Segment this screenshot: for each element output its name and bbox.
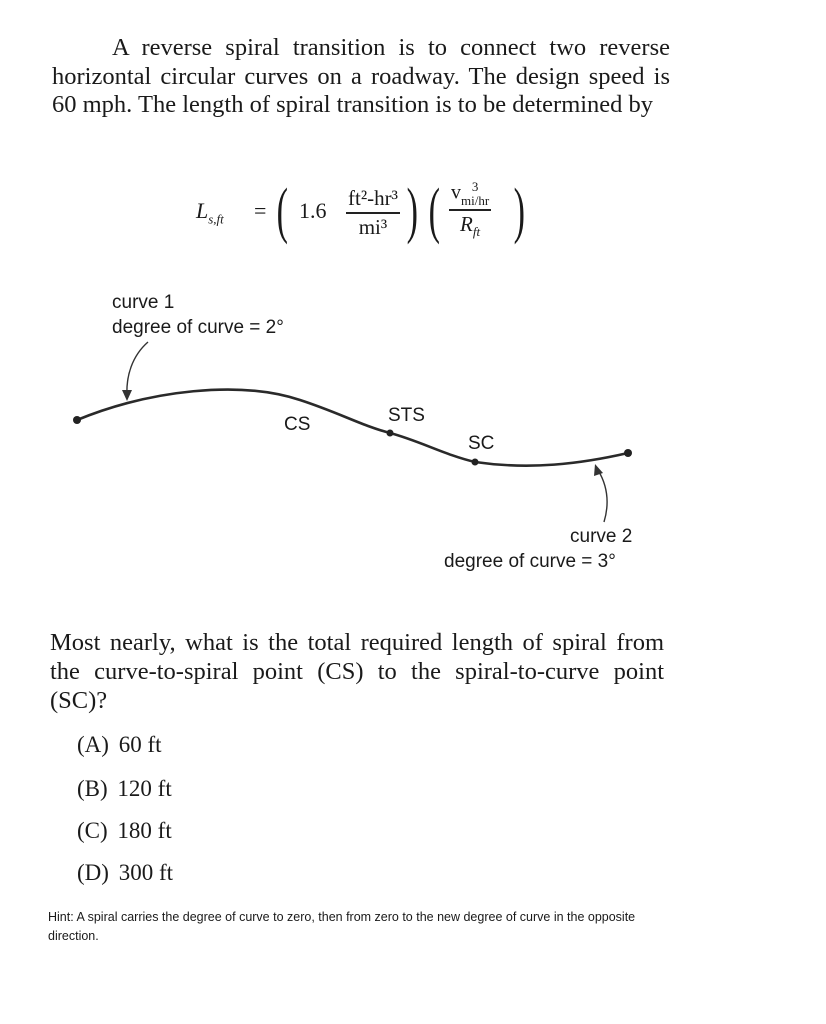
problem-intro: A reverse spiral transition is to connect two reverse horizontal circular curves on a roadway. The design speed is 60 mph. The length of spiral transition is to be determined by <box>52 34 670 118</box>
curve1-degree: degree of curve = 2° <box>112 317 284 338</box>
formula-coefficient: 1.6 <box>299 198 327 223</box>
option-letter: (B) <box>77 776 108 801</box>
option-letter: (D) <box>77 860 109 885</box>
option-text: 180 ft <box>117 818 172 843</box>
option-d[interactable] <box>77 860 173 886</box>
curve1-leader-line <box>127 342 148 396</box>
option-text: 120 ft <box>117 776 172 801</box>
curve1-title: curve 1 <box>112 292 175 313</box>
curve2-arrowhead <box>594 464 603 476</box>
label-sc: SC <box>468 433 495 454</box>
option-b[interactable] <box>77 776 172 802</box>
formula-equals: = <box>254 198 267 223</box>
question-text: Most nearly, what is the total required length of spiral from the curve-to-spiral point (CS) to the spiral-to-curve point (SC)? <box>50 629 664 714</box>
curve1-arrowhead <box>122 390 132 401</box>
end-point-dot <box>624 449 632 457</box>
sc-point-dot <box>472 459 479 466</box>
option-a[interactable] <box>77 732 162 758</box>
start-point-dot <box>73 416 81 424</box>
left-paren-2: ( <box>428 177 441 245</box>
option-c[interactable] <box>77 818 172 844</box>
right-paren: ) <box>406 177 419 245</box>
unit-fraction: ft²-hr³ mi³ <box>348 186 398 239</box>
option-text: 300 ft <box>118 860 173 885</box>
sts-point-dot <box>387 430 394 437</box>
curve2-title: curve 2 <box>570 526 633 547</box>
curve2-leader-line <box>598 470 607 522</box>
option-letter: (C) <box>77 818 108 843</box>
left-paren: ( <box>276 177 289 245</box>
spiral-length-formula <box>196 177 536 270</box>
option-letter: (A) <box>77 732 109 757</box>
formula-lhs: $L_{s,ft}$ <box>196 198 224 227</box>
hint-text: Hint: A spiral carries the degree of curve to zero, then from zero to the new degree of curve in the opposite direction. <box>48 910 636 943</box>
label-sts: STS <box>388 405 425 426</box>
curve2-degree: degree of curve = 3° <box>444 551 616 572</box>
speed-radius-fraction: v 3 mi/hr $R_{ft}$ <box>451 179 490 239</box>
label-cs: CS <box>284 414 311 435</box>
road-alignment-line <box>77 390 628 466</box>
option-text: 60 ft <box>118 732 162 757</box>
right-paren-2: ) <box>513 177 526 245</box>
